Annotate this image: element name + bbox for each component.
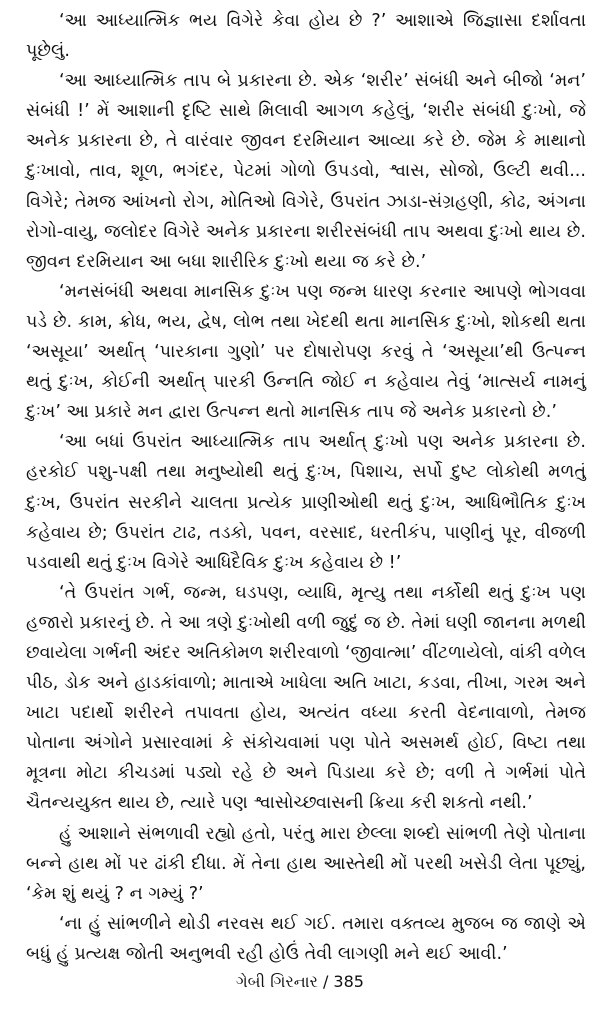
paragraph: ‘મનસંબંધી અથવા માનસિક દુઃખ પણ જન્મ ધારણ કરનાર આપણે ભોગવવા પડે છે. કામ, ક્રોધ, ભય, દ્વેષ, લોભ તથા ખેદથી થતા માનસિક દુઃખો, શોકથી થતા ‘અસૂયા’ અર્થાત્ ‘પારકાના ગુણો’ પર દોષારોપણ કરવું તે ‘અસૂયા’થી ઉત્પન્ન થતું દુઃખ, કોઈની અર્થાત્ પારકી ઉન્નતિ જોઈ ન કહેવાય તેવું ‘માત્સર્ય નામનું દુઃખ’ આ પ્રકારે મન દ્વારા ઉત્પન્ન થતો માનસિક તાપ જે અનેક પ્રકારનો છે.’ [26,281,586,423]
page-body [26,6,586,969]
paragraph: ‘તે ઉપરાંત ગર્ભ, જન્મ, ઘડપણ, વ્યાધિ, મૃત્યુ તથા નર્કોથી થતું દુઃખ પણ હજારો પ્રકારનું છે. તે આ ત્રણે દુઃખોથી વળી જુદું જ છે. તેમાં ઘણી જાનના મળથી છવાયેલા ગર્ભની અંદર અતિકોમળ શરીરવાળો ‘જીવાત્મા’ વીંટળાયેલો, વાંકી વળેલ પીઠ, ડોક અને હાડકાંવાળો; માતાએ ખાધેલા અતિ ખાટા, કડવા, તીખા, ગરમ અને ખાટા પદાર્થો શરીરને તપાવતા હોય, અત્યંત વધ્યા કરતી વેદનાવાળો, તેમજ પોતાના અંગોને પ્રસારવામાં કે સંકોચવામાં પણ પોતે અસમર્થ હોઈ, વિષ્ટા તથા મૂત્રના મોટા કીચડમાં પડ્યો રહે છે અને પિડાયા કરે છે; વળી તે ગર્ભમાં પોતે ચૈતન્યયુક્ત થાય છે, ત્યારે પણ શ્વાસોચ્છ્વાસની ક્રિયા કરી શકતો નથી.’ [26,582,586,814]
paragraph: હું આશાને સંભળાવી રહ્યો હતો, પરંતુ મારા છેલ્લા શબ્દો સાંભળી તેણે પોતાના બન્ને હાથ મોં પર ઢાંકી દીધા. મેં તેના હાથ આસ્તેથી મોં પરથી ખસેડી લેતા પૂછ્યું, ‘કેમ શું થયું ? ન ગમ્યું ?’ [26,823,586,904]
paragraph: ‘આ બધાં ઉપરાંત આધ્યાત્મિક તાપ અર્થાત્ દુઃખો પણ અનેક પ્રકારના છે. હરકોઈ પશુ-પક્ષી તથા મનુષ્યોથી થતું દુઃખ, પિશાચ, સર્પો દુષ્ટ લોકોથી મળતું દુઃખ, ઉપરાંત સરકીને ચાલતા પ્રત્યેક પ્રાણીઓથી થતું દુઃખ, આધિભૌતિક દુઃખ કહેવાય છે; ઉપરાંત ટાઢ, તડકો, પવન, વરસાદ, ધરતીકંપ, પાણીનું પૂર, વીજળી પડવાથી થતું દુઃખ વિગેરે આધિદૈવિક દુઃખ કહેવાય છે !’ [26,432,586,573]
paragraph: ‘આ આધ્યાત્મિક તાપ બે પ્રકારના છે. એક ‘શરીર’ સંબંધી અને બીજો ‘મન’ સંબંધી !’ મેં આશાની દૃષ્ટિ સાથે મિલાવી આગળ કહેલું, ‘શરીર સંબંધી દુઃખો, જે અનેક પ્રકારના છે, તે વારંવાર જીવન દરમિયાન આવ્યા કરે છે. જેમ કે માથાનો દુઃખાવો, તાવ, શૂળ, ભગંદર, પેટમાં ગોળો ઉપડવો, શ્વાસ, સોજો, ઉલ્ટી થવી... વિગેરે; તેમજ આંખનો રોગ, મોતિઓ વિગેરે, ઉપરાંત ઝાડા-સંગ્રહણી, કોઢ, અંગના રોગો-વાયુ, જલોદર વિગેરે અનેક પ્રકારના શરીરસંબંધી તાપ અથવા દુઃખો થાય છે. જીવન દરમિયાન આ બધા શારીરિક દુઃખો થયા જ કરે છે.’ [26,71,586,272]
page-footer: ગેબી ગિરનાર / 385 [236,972,364,991]
paragraph: ‘ના હું સાંભળીને થોડી નરવસ થઈ ગઈ. તમારા વક્તવ્ય મુજબ જ જાણે એ બધું હું પ્રત્યક્ષ જોતી અનુભવી રહી હોઉં તેવી લાગણી મને થઈ આવી.’ [26,913,586,964]
paragraph: ‘આ આધ્યાત્મિક ભય વિગેરે કેવા હોય છે ?’ આશાએ જિજ્ઞાસા દર્શાવતા પૂછેલું. [26,11,586,62]
